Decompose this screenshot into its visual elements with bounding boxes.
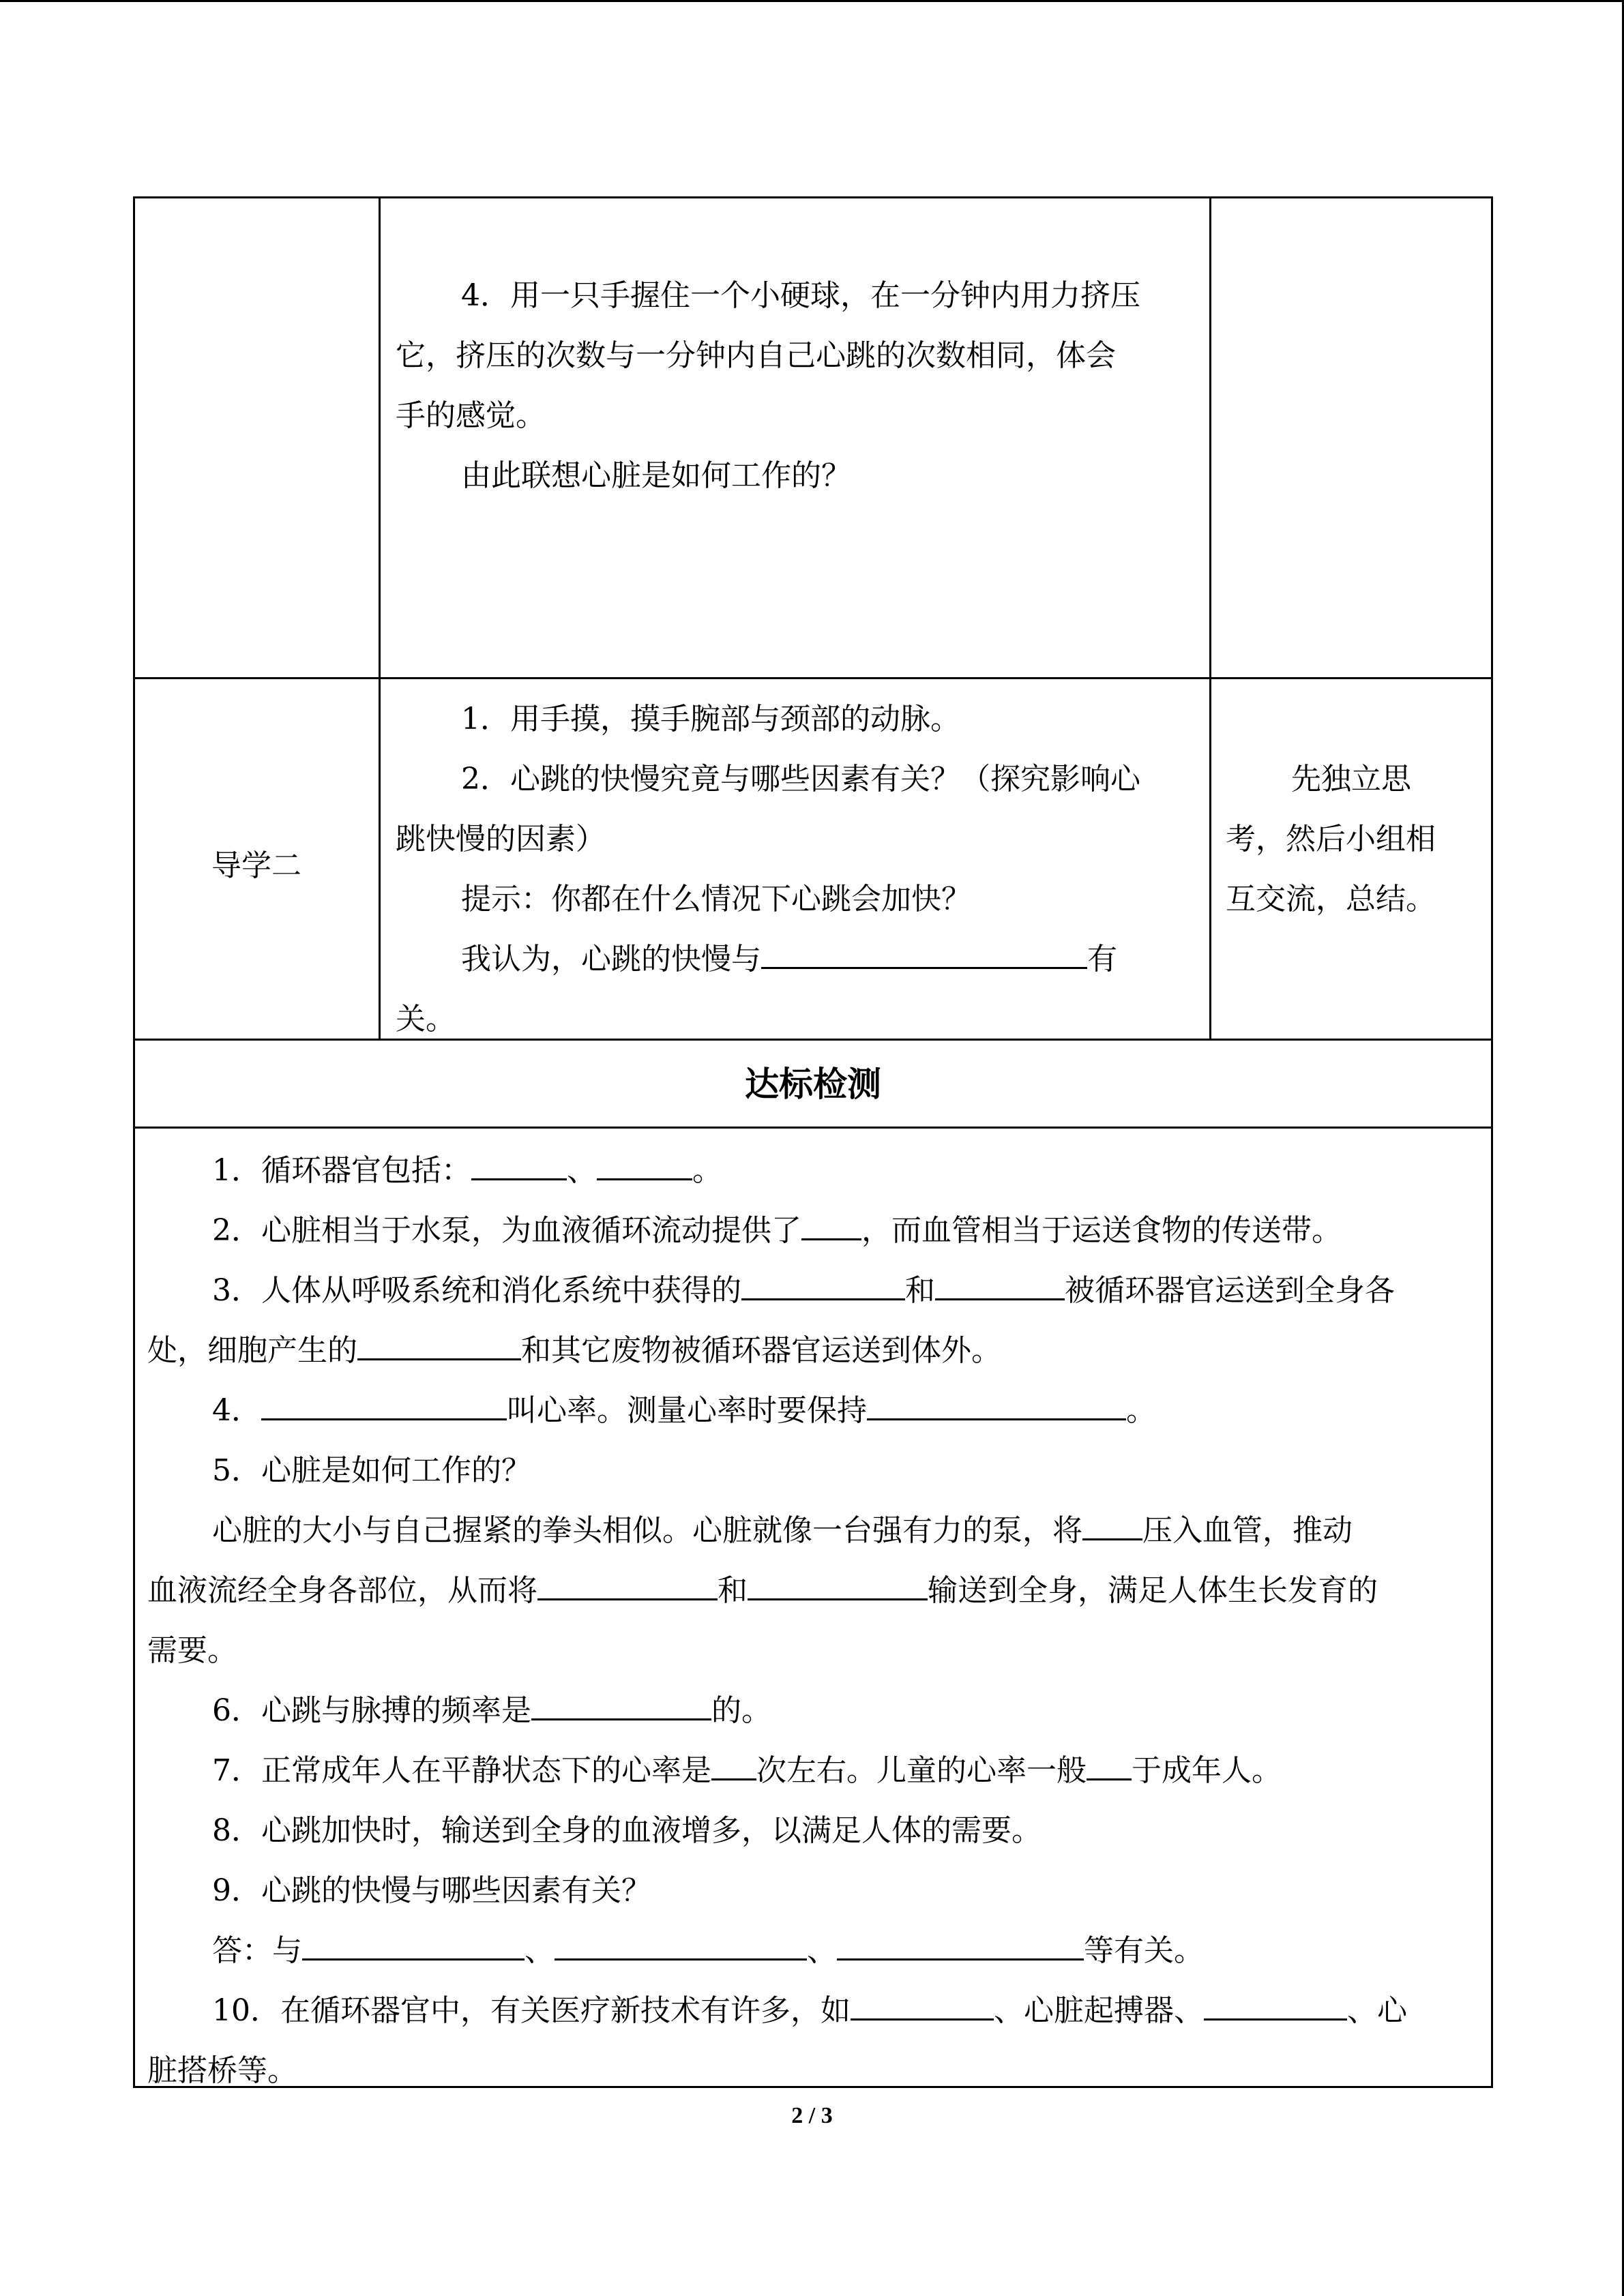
row2-label: 导学二: [211, 848, 301, 883]
page-number: 2 / 3: [791, 2103, 833, 2128]
row2-line-2: 2．心跳的快慢究竟与哪些因素有关？（探究影响心: [461, 762, 1140, 796]
q5-blank-1[interactable]: [1082, 1502, 1142, 1540]
question-5b-text: 血液流经全身各部位，从而将: [147, 1573, 537, 1608]
question-9: 9．心跳的快慢与哪些因素有关？: [212, 1873, 651, 1908]
row2-line-5-tail: 有: [1087, 942, 1117, 976]
q5-blank-3[interactable]: [748, 1562, 928, 1600]
question-3-line-2: [147, 1321, 1001, 1381]
q9-blank-3[interactable]: [837, 1922, 1084, 1960]
q4-blank-2[interactable]: [867, 1382, 1126, 1420]
q5-blank-2[interactable]: [537, 1562, 718, 1600]
row2-note-line-1: 先独立思: [1291, 762, 1411, 796]
row1-line-2: 它，挤压的次数与一分钟内自己心跳的次数相同，体会: [396, 338, 1116, 373]
question-1-end: 。: [692, 1153, 722, 1188]
question-2-tail: ，而血管相当于运送食物的传送带。: [861, 1213, 1342, 1248]
question-5-line-3: [147, 1561, 1378, 1621]
row1-line-3: 手的感觉。: [396, 398, 546, 433]
question-1-sep: 、: [567, 1153, 597, 1188]
question-4-mid: 叫心率。测量心率时要保持: [507, 1393, 867, 1428]
q2-blank[interactable]: [801, 1202, 861, 1240]
row-divider-3: [133, 1127, 1493, 1129]
row1-line-1: 4．用一只手握住一个小硬球，在一分钟内用力挤压: [461, 278, 1140, 313]
question-9a-sep-1: 、: [525, 1933, 555, 1968]
question-9-answer: [212, 1921, 1204, 1981]
question-8: 8．心跳加快时，输送到全身的血液增多，以满足人体的需要。: [212, 1813, 1042, 1848]
question-4-text: 4．: [212, 1393, 261, 1428]
q9-blank-2[interactable]: [555, 1922, 807, 1960]
question-6-tail: 的。: [711, 1693, 771, 1728]
q3-blank-3[interactable]: [357, 1322, 521, 1360]
question-3: [212, 1261, 1395, 1321]
question-10: [212, 1981, 1407, 2041]
q1-blank-2[interactable]: [597, 1142, 692, 1180]
row2-line-4: 提示：你都在什么情况下心跳会加快？: [461, 882, 971, 916]
heart-rate-factor-blank[interactable]: [761, 930, 1087, 969]
q7-blank-1[interactable]: [711, 1742, 756, 1780]
question-10-tail: 、心: [1347, 1993, 1407, 2028]
row2-note-line-3: 互交流，总结。: [1226, 882, 1436, 916]
question-3-text: 3．人体从呼吸系统和消化系统中获得的: [212, 1273, 741, 1308]
column-divider-left: [379, 196, 381, 1040]
row-divider-2: [133, 1039, 1493, 1041]
row2-line-6: 关。: [396, 1002, 456, 1037]
question-6-text: 6．心跳与脉搏的频率是: [212, 1693, 531, 1728]
question-4-end: 。: [1126, 1393, 1156, 1428]
question-9a-tail: 等有关。: [1084, 1933, 1204, 1968]
row2-line-1: 1．用手摸，摸手腕部与颈部的动脉。: [461, 702, 960, 736]
row2-note-line-2: 考，然后小组相: [1226, 822, 1436, 856]
question-3b-tail: 和其它废物被循环器官运送到体外。: [521, 1333, 1001, 1368]
question-9a-text: 答：与: [212, 1933, 302, 1968]
question-5-line-4: 需要。: [147, 1633, 237, 1668]
question-1: [212, 1141, 722, 1201]
page-frame-top: [0, 0, 1624, 2]
question-3-mid: 和: [905, 1273, 935, 1308]
q1-blank-1[interactable]: [471, 1142, 567, 1180]
row1-line-4: 由此联想心脏是如何工作的？: [461, 458, 851, 493]
row-divider-1: [133, 677, 1493, 679]
question-5-line-2: [212, 1501, 1353, 1561]
q6-blank[interactable]: [531, 1682, 711, 1720]
question-7: [212, 1741, 1282, 1801]
question-10-text: 10．在循环器官中，有关医疗新技术有许多，如: [212, 1993, 851, 2028]
question-4: [212, 1381, 1156, 1441]
question-2: [212, 1201, 1342, 1261]
question-9a-sep-2: 、: [807, 1933, 837, 1968]
question-10-line-2: 脏搭桥等。: [147, 2053, 297, 2088]
q10-blank-1[interactable]: [851, 1982, 994, 2021]
section-title: 达标检测: [745, 1064, 881, 1104]
q3-blank-1[interactable]: [741, 1262, 905, 1300]
row2-line-5: [461, 929, 1117, 989]
question-7-tail: 于成年人。: [1132, 1753, 1282, 1788]
q7-blank-2[interactable]: [1087, 1742, 1132, 1780]
row2-line-5-text: 我认为，心跳的快慢与: [461, 942, 761, 976]
column-divider-right: [1209, 196, 1211, 1040]
row2-line-3: 跳快慢的因素）: [396, 822, 606, 856]
q10-blank-2[interactable]: [1204, 1982, 1347, 2021]
question-3-tail: 被循环器官运送到全身各: [1065, 1273, 1395, 1308]
question-5b-tail: 输送到全身，满足人体生长发育的: [928, 1573, 1378, 1608]
q4-blank-1[interactable]: [261, 1382, 507, 1420]
question-10-mid: 、心脏起搏器、: [994, 1993, 1204, 2028]
q3-blank-2[interactable]: [935, 1262, 1065, 1300]
question-2-text: 2．心脏相当于水泵，为血液循环流动提供了: [212, 1213, 801, 1248]
q9-blank-1[interactable]: [302, 1922, 525, 1960]
question-5a-tail: 压入血管，推动: [1142, 1513, 1353, 1548]
question-7-mid: 次左右。儿童的心率一般: [756, 1753, 1087, 1788]
question-7-text: 7．正常成年人在平静状态下的心率是: [212, 1753, 711, 1788]
question-3b-text: 处，细胞产生的: [147, 1333, 357, 1368]
question-5a-text: 心脏的大小与自己握紧的拳头相似。心脏就像一台强有力的泵，将: [212, 1513, 1082, 1548]
question-5b-mid: 和: [718, 1573, 748, 1608]
question-5: 5．心脏是如何工作的？: [212, 1453, 531, 1488]
question-1-text: 1．循环器官包括：: [212, 1153, 471, 1188]
question-6: [212, 1681, 771, 1741]
